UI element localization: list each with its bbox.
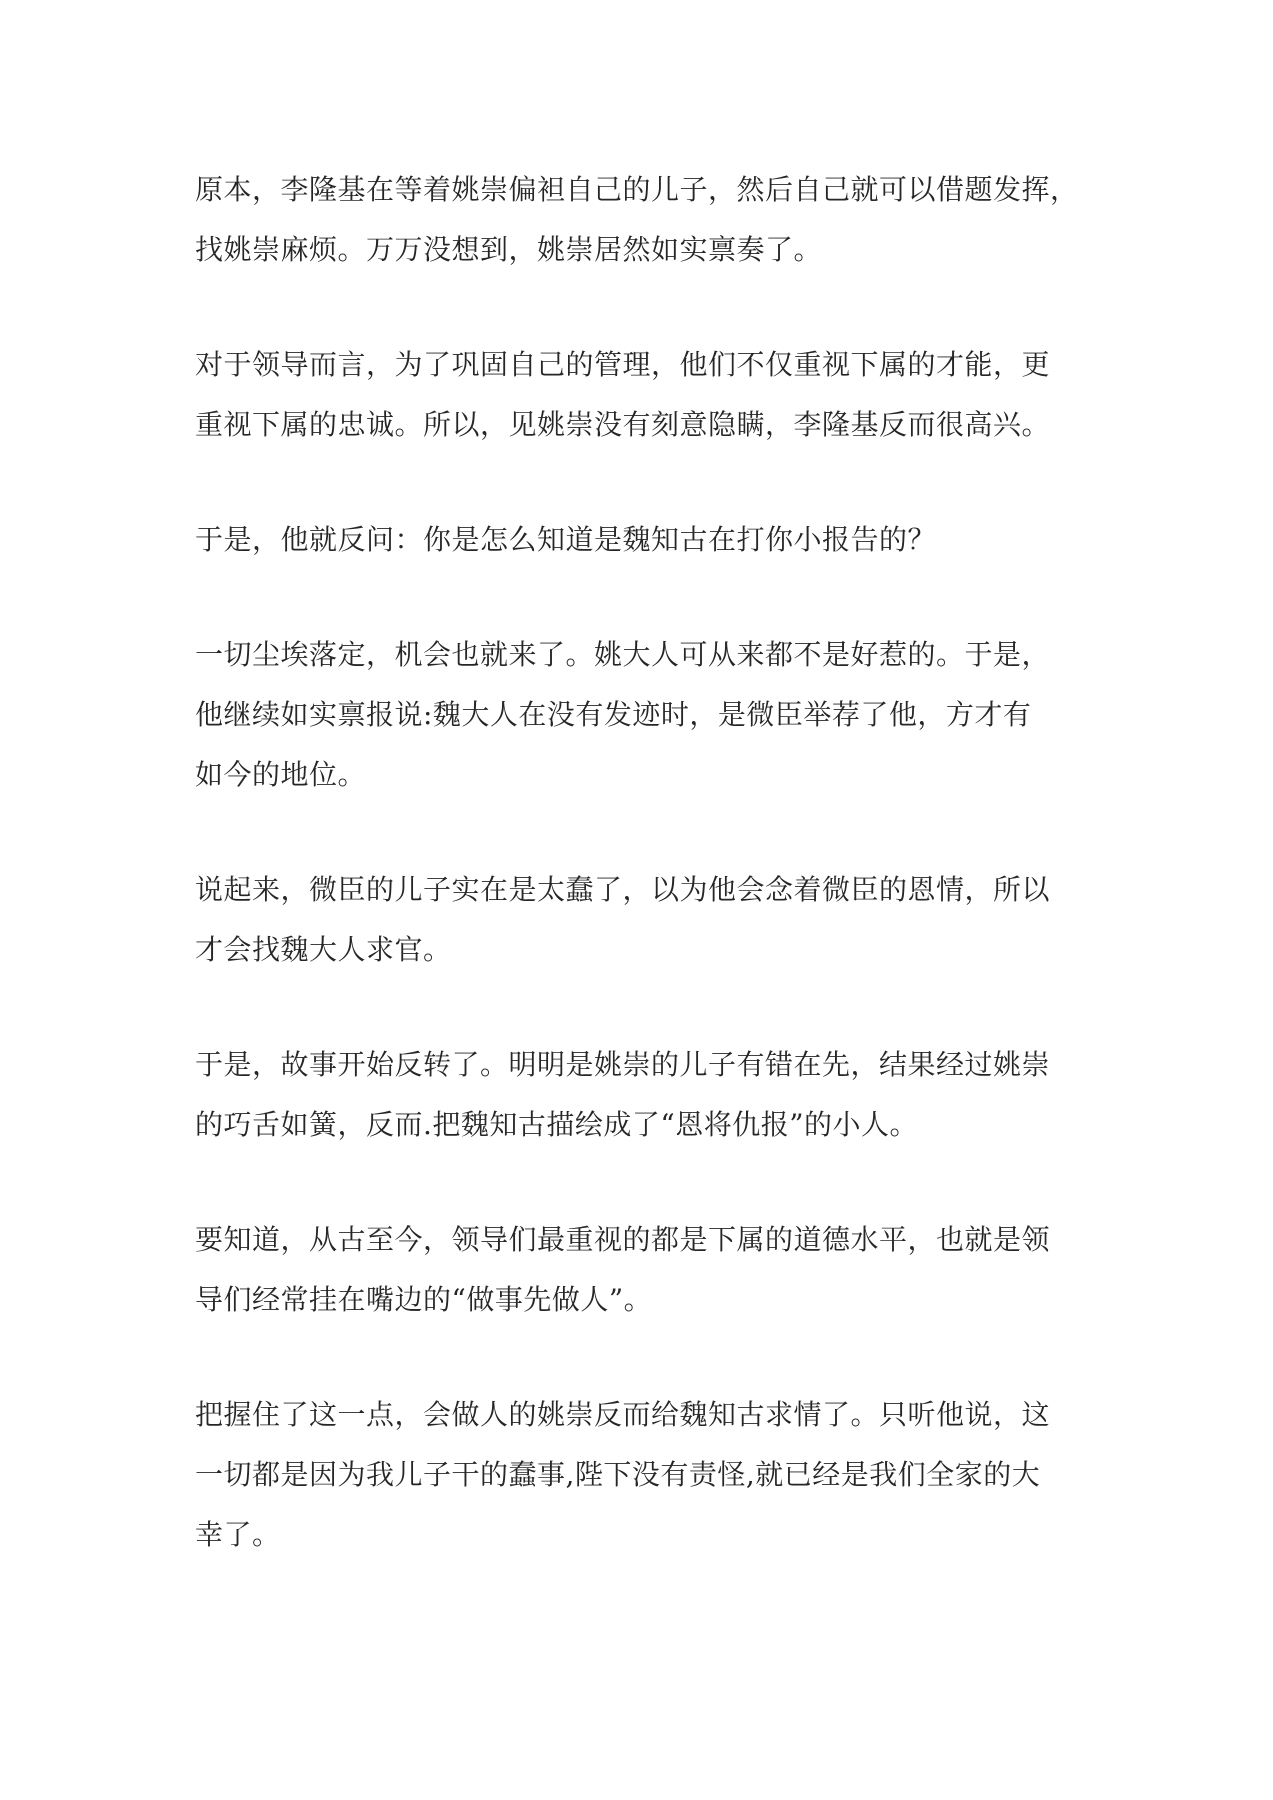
text-line: 说起来，微臣的儿子实在是太蠢了，以为他会念着微臣的恩情，所以 <box>195 873 1051 906</box>
document-body <box>195 160 1095 1620</box>
text-line: 导们经常挂在嘴边的“做事先做人”。 <box>195 1283 653 1316</box>
text-line: 幸了。 <box>195 1518 281 1551</box>
paragraph-7 <box>195 1210 1095 1330</box>
text-line: 一切尘埃落定，机会也就来了。姚大人可从来都不是好惹的。于是， <box>195 638 1051 671</box>
paragraph-5 <box>195 860 1095 980</box>
text-line: 于是，他就反问：你是怎么知道是魏知古在打你小报告的？ <box>195 523 937 556</box>
text-line: 把握住了这一点，会做人的姚崇反而给魏知古求情了。只听他说，这 <box>195 1398 1051 1431</box>
text-line: 对于领导而言，为了巩固自己的管理，他们不仅重视下属的才能，更 <box>195 348 1051 381</box>
text-line: 原本，李隆基在等着姚崇偏袒自己的儿子，然后自己就可以借题发挥， <box>195 173 1079 206</box>
text-line: 重视下属的忠诚。所以，见姚崇没有刻意隐瞒，李隆基反而很高兴。 <box>195 408 1051 441</box>
text-line: 的巧舌如簧，反而.把魏知古描绘成了“恩将仇报”的小人。 <box>195 1108 919 1141</box>
text-line: 如今的地位。 <box>195 758 367 791</box>
paragraph-1 <box>195 160 1095 280</box>
paragraph-3 <box>195 510 1095 570</box>
text-line: 他继续如实禀报说:魏大人在没有发迹时，是微臣举荐了他，方才有 <box>195 698 1032 731</box>
paragraph-4 <box>195 625 1095 805</box>
text-line: 一切都是因为我儿子干的蠢事,陛下没有责怪,就已经是我们全家的大 <box>195 1458 1041 1491</box>
text-line: 才会找魏大人求官。 <box>195 933 452 966</box>
paragraph-6 <box>195 1035 1095 1155</box>
paragraph-8 <box>195 1385 1095 1565</box>
text-line: 要知道，从古至今，领导们最重视的都是下属的道德水平，也就是领 <box>195 1223 1051 1256</box>
text-line: 于是，故事开始反转了。明明是姚崇的儿子有错在先，结果经过姚崇 <box>195 1048 1051 1081</box>
paragraph-2 <box>195 335 1095 455</box>
text-line: 找姚崇麻烦。万万没想到，姚崇居然如实禀奏了。 <box>195 233 823 266</box>
